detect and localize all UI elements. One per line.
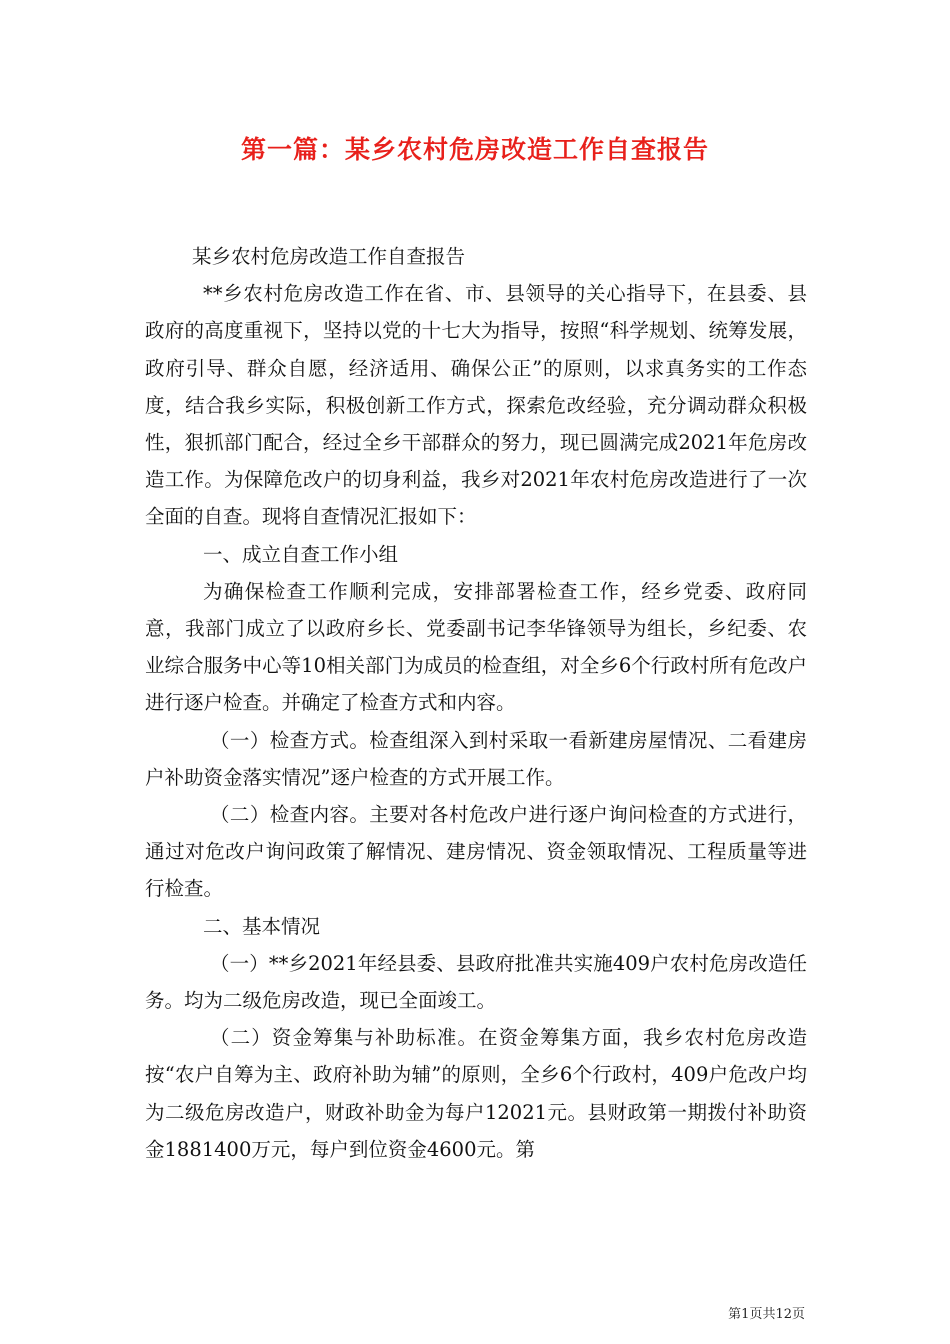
paragraph-team: 为确保检查工作顺利完成，安排部署检查工作，经乡党委、政府同意，我部门成立了以政府乡长、党委副书记李华锋领导为组长，乡纪委、农业综合服务中心等10相关部门为成员的检查组，对全乡6个行政村所有危改户进行逐户检查。并确定了检查方式和内容。 [145,579,807,715]
section-heading-2: 二、基本情况 [203,914,321,938]
page-number: 第1页共12页 [728,1307,805,1322]
document-title: 第一篇：某乡农村危房改造工作自查报告 [240,135,709,164]
document-body [145,238,807,1168]
paragraph-subtitle: 某乡农村危房改造工作自查报告 [192,245,466,268]
paragraph-basic-2: （二）资金筹集与补助标准。在资金筹集方面，我乡农村危房改造按“农户自筹为主、政府补助为辅”的原则，全乡6个行政村，409户危改户均为二级危房改造户，财政补助金为每户12021元。县财政第一期拨付补助资金1881400万元，每户到位资金4600元。第 [145,1026,807,1161]
paragraph-method: （一）检查方式。检查组深入到村采取一看新建房屋情况、二看建房户补助资金落实情况”逐户检查的方式开展工作。 [145,728,807,789]
paragraph-basic-1: （一）**乡2021年经县委、县政府批准共实施409户农村危房改造任务。均为二级危房改造，现已全面竣工。 [145,951,807,1013]
paragraph-content: （二）检查内容。主要对各村危改户进行逐户询问检查的方式进行，通过对危改户询问政策了解情况、建房情况、资金领取情况、工程质量等进行检查。 [145,803,807,901]
paragraph-intro: **乡农村危房改造工作在省、市、县领导的关心指导下，在县委、县政府的高度重视下，坚持以党的十七大为指导，按照“科学规划、统筹发展，政府引导、群众自愿，经济适用、确保公正”的原则，以求真务实的工作态度，结合我乡实际，积极创新工作方式，探索危改经验，充分调动群众积极性，狠抓部门配合，经过全乡干部群众的努力，现已圆满完成2021年危房改造工作。为保障危改户的切身利益，我乡对2021年农村危房改造进行了一次全面的自查。现将自查情况汇报如下： [145,282,807,529]
section-heading-1: 一、成立自查工作小组 [203,542,399,566]
